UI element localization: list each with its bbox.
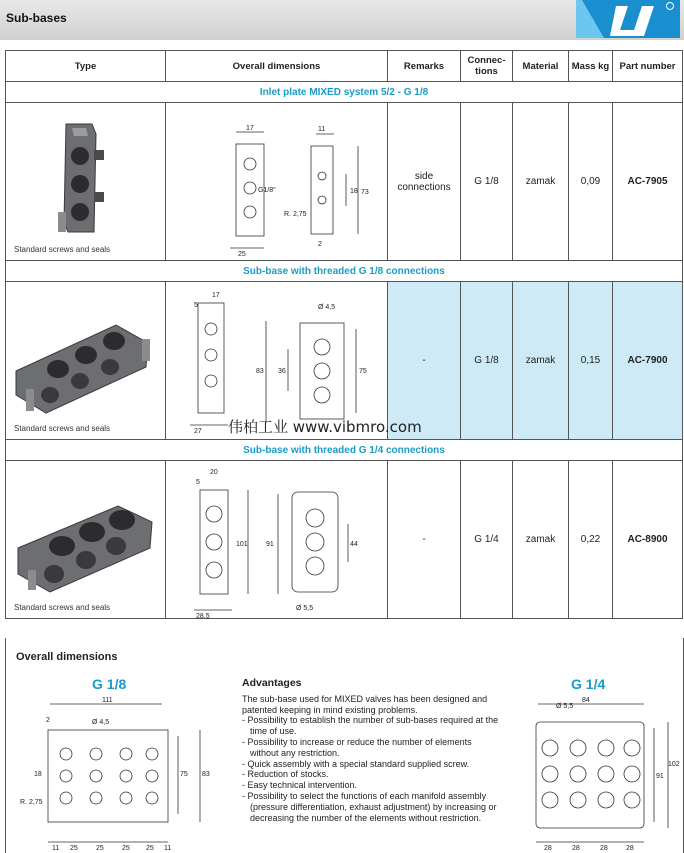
mass-cell: 0,15 bbox=[569, 282, 613, 440]
dim-f: 75 bbox=[359, 367, 367, 375]
g18-hole: Ø 4,5 bbox=[92, 719, 110, 726]
caption: Standard screws and seals bbox=[14, 603, 111, 612]
dim-c: 101 bbox=[236, 540, 248, 548]
dim-b: 5 bbox=[196, 478, 200, 486]
col-material: Material bbox=[513, 51, 569, 82]
advantages-block bbox=[242, 678, 502, 823]
dim-d: 91 bbox=[266, 540, 274, 548]
page-title: Sub-bases bbox=[6, 11, 67, 25]
g14-label: G 1/4 bbox=[571, 676, 606, 692]
g18-left: 18 bbox=[34, 771, 42, 778]
remarks-cell: - bbox=[388, 461, 461, 619]
section-title-g14: Sub-base with threaded G 1/4 connections bbox=[6, 440, 683, 461]
dim-g: 27 bbox=[194, 427, 202, 435]
dimension-drawing-cell bbox=[166, 103, 388, 261]
dimension-drawing-cell bbox=[166, 461, 388, 619]
advantage-item: - Possibility to select the functions of each manifold assembly (pressure differentiation, exhaust adjustment) by increasing or decreasing the number of the elements without restriction. bbox=[242, 790, 497, 823]
dim-h: 2 bbox=[318, 240, 322, 248]
dim-b: 11 bbox=[318, 125, 326, 133]
connections-cell: G 1/8 bbox=[461, 103, 513, 261]
advantages-intro: The sub-base used for MIXED valves has been designed and patented keeping in mind existing problems. bbox=[242, 693, 488, 715]
dim-f: R. 2,75 bbox=[284, 210, 307, 218]
dim-c: G1/8" bbox=[258, 186, 276, 194]
sub-base-g18-image bbox=[6, 291, 164, 431]
dim-e: 36 bbox=[278, 367, 286, 375]
g18-bottom-2: 25 bbox=[96, 845, 104, 852]
g18-bottom-4: 25 bbox=[146, 845, 154, 852]
col-part-number: Part number bbox=[613, 51, 683, 82]
product-image-cell bbox=[6, 103, 166, 261]
table-header-row bbox=[6, 51, 683, 82]
product-image-cell bbox=[6, 461, 166, 619]
advantage-item: - Easy technical intervention. bbox=[242, 780, 358, 791]
dim-a: 20 bbox=[210, 468, 218, 476]
dim-c: Ø 4,5 bbox=[318, 303, 336, 311]
advantages-title: Advantages bbox=[242, 677, 302, 689]
table-row bbox=[6, 103, 683, 261]
remarks-cell: side connections bbox=[388, 103, 461, 261]
g14-bottom-3: 28 bbox=[626, 845, 634, 852]
dim-f: Ø 5,5 bbox=[296, 604, 314, 612]
g18-radius: R. 2,75 bbox=[20, 799, 43, 806]
g18-assembly-drawing bbox=[12, 696, 226, 853]
col-connections: Connec-tions bbox=[461, 51, 513, 82]
col-dimensions: Overall dimensions bbox=[166, 51, 388, 82]
g18-bottom-0: 11 bbox=[52, 845, 60, 852]
g14-bottom-0: 28 bbox=[544, 845, 552, 852]
dim-d: 18 bbox=[350, 187, 358, 195]
dim-a: 17 bbox=[212, 291, 220, 299]
caption: Standard screws and seals bbox=[14, 424, 111, 433]
g18-side: 2 bbox=[46, 717, 50, 724]
dim-g: 25 bbox=[238, 250, 246, 258]
mass-cell: 0,22 bbox=[569, 461, 613, 619]
dimension-drawing bbox=[166, 104, 388, 260]
g14-h2: 102 bbox=[668, 761, 680, 768]
connections-cell: G 1/4 bbox=[461, 461, 513, 619]
col-type: Type bbox=[6, 51, 166, 82]
part-number-cell: AC-7905 bbox=[613, 103, 683, 261]
material-cell: zamak bbox=[513, 103, 569, 261]
part-number-cell: AC-7900 bbox=[613, 282, 683, 440]
g14-hole: Ø 5,5 bbox=[556, 703, 574, 710]
material-cell: zamak bbox=[513, 461, 569, 619]
sub-base-g14-image bbox=[6, 470, 164, 610]
table-row bbox=[6, 461, 683, 619]
caption: Standard screws and seals bbox=[14, 245, 111, 254]
overall-heading: Overall dimensions bbox=[16, 651, 118, 663]
dim-d: 83 bbox=[256, 367, 264, 375]
dim-b: 5 bbox=[194, 301, 198, 309]
advantage-item: - Possibility to establish the number of sub-bases required at the time of use. bbox=[242, 715, 499, 737]
overall-dimensions-section bbox=[5, 638, 684, 853]
g14-assembly-drawing bbox=[522, 696, 680, 853]
dim-e: 73 bbox=[361, 188, 369, 196]
g18-label: G 1/8 bbox=[92, 676, 127, 692]
page-header bbox=[0, 0, 684, 40]
g18-ports bbox=[60, 748, 158, 804]
mass-cell: 0,09 bbox=[569, 103, 613, 261]
g14-h1: 91 bbox=[656, 773, 664, 780]
g14-bottom-1: 28 bbox=[572, 845, 580, 852]
g18-end: 11 bbox=[164, 845, 172, 852]
col-remarks: Remarks bbox=[388, 51, 461, 82]
watermark: 伟柏工业 www.vibmro.com bbox=[228, 418, 422, 436]
dimension-drawing bbox=[166, 462, 388, 618]
connections-cell: G 1/8 bbox=[461, 282, 513, 440]
g14-total: 84 bbox=[582, 697, 590, 704]
g18-bottom-1: 25 bbox=[70, 845, 78, 852]
dim-e: 44 bbox=[350, 540, 358, 548]
advantage-item: - Reduction of stocks. bbox=[242, 769, 329, 780]
g18-h2: 83 bbox=[202, 771, 210, 778]
g14-ports bbox=[542, 740, 640, 808]
g14-bottom-2: 28 bbox=[600, 845, 608, 852]
g18-h1: 75 bbox=[180, 771, 188, 778]
dim-a: 17 bbox=[246, 124, 254, 132]
sub-base-table bbox=[5, 50, 683, 619]
remarks-cell: - bbox=[388, 282, 461, 440]
inlet-plate-image bbox=[6, 112, 164, 252]
dim-g: 28,5 bbox=[196, 612, 210, 618]
section-title-g18: Sub-base with threaded G 1/8 connections bbox=[6, 261, 683, 282]
section-title-inlet-plate: Inlet plate MIXED system 5/2 - G 1/8 bbox=[6, 82, 683, 103]
g18-bottom-3: 25 bbox=[122, 845, 130, 852]
brand-logo bbox=[576, 0, 680, 38]
part-number-cell: AC-8900 bbox=[613, 461, 683, 619]
advantage-item: - Quick assembly with a special standard supplied screw. bbox=[242, 758, 470, 769]
col-mass: Mass kg bbox=[569, 51, 613, 82]
material-cell: zamak bbox=[513, 282, 569, 440]
product-image-cell bbox=[6, 282, 166, 440]
g18-total: 111 bbox=[102, 697, 113, 704]
advantage-item: - Possibility to increase or reduce the number of elements without any restriction. bbox=[242, 736, 472, 758]
